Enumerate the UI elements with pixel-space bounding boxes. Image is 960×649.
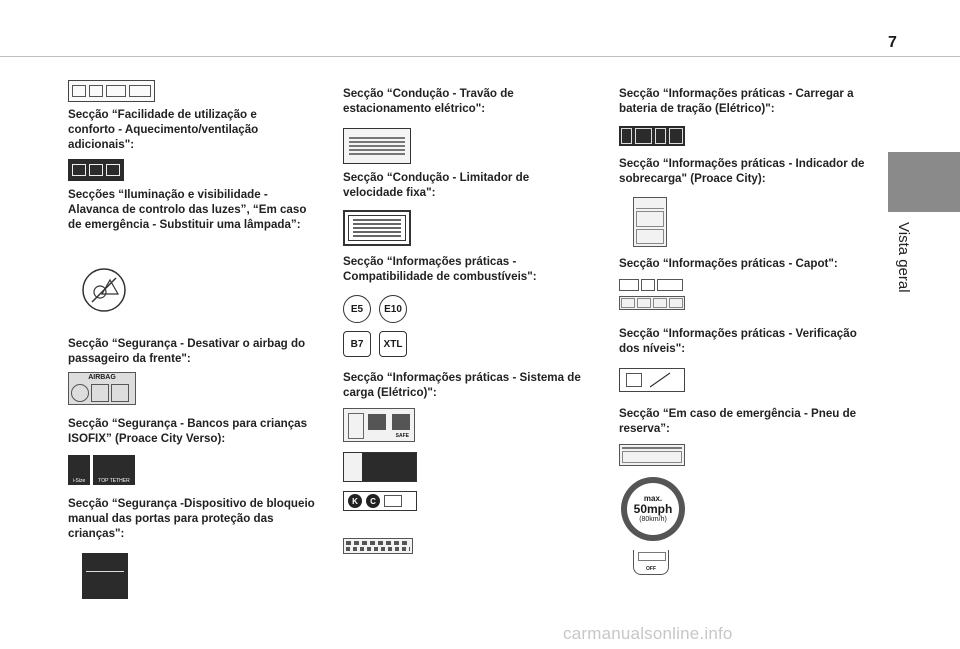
section-heading: Secção “Informações práticas - Carregar a bateria de tração (Elétrico)":	[619, 87, 854, 115]
charging-label-image	[343, 408, 415, 442]
isofix-labels	[68, 455, 135, 485]
fuel-e5-icon: E5	[343, 295, 371, 323]
book-icon	[89, 85, 103, 97]
airbag-text: AIRBAG	[88, 374, 116, 381]
book-icon	[344, 453, 362, 481]
section-heading: Secção “Segurança - Bancos para crianças ISOFIX” (Proace City Verso):	[68, 417, 308, 445]
fuel-symbols	[343, 295, 407, 357]
bonnet-label-image	[619, 279, 685, 310]
badge-max-text: max.	[643, 493, 663, 503]
tpms-off-label	[633, 550, 669, 575]
child-lock-on-icon	[86, 561, 124, 572]
charging-status-label	[343, 452, 417, 482]
book-icon	[384, 495, 402, 507]
plug-icon	[368, 414, 386, 430]
lamp-icon	[72, 164, 86, 176]
chapter-label: Vista geral	[895, 222, 912, 293]
header-divider	[0, 56, 960, 57]
levels-label-image	[619, 368, 685, 392]
book-icon	[641, 279, 655, 291]
car-icon	[106, 85, 126, 97]
warning-icon	[72, 85, 86, 97]
safe-text: SAFE	[395, 433, 409, 439]
parking-brake-label-image	[343, 128, 411, 164]
child-seat-icon	[91, 384, 109, 402]
badge-kmh-text: (80km/h)	[639, 515, 667, 523]
section-heading: Secção “Segurança - Desativar o airbag do passageiro da frente":	[68, 337, 306, 365]
speed-limiter-label-image	[343, 210, 411, 246]
section-heading: Secção “Informações práticas - Capot":	[619, 257, 838, 270]
warning-icon	[636, 200, 664, 209]
book-icon	[111, 384, 129, 402]
section-heading: Secção “Em caso de emergência - Pneu de reserva”:	[619, 407, 857, 435]
section-heading: Secção “Informações práticas - Compatibilidade de combustíveis":	[343, 255, 537, 283]
section-heading: Secção “Informações práticas - Verificação dos níveis":	[619, 327, 857, 355]
fuel-b7-icon: B7	[343, 331, 371, 357]
child-lock-off-icon	[86, 581, 124, 591]
engine-icon	[657, 279, 683, 291]
section-heading: Secções “Iluminação e visibilidade - Alavanca de controlo das luzes”, “Em caso de emergência - Substituir uma lâmpada”:	[68, 188, 307, 231]
watermark: carmanualsonline.info	[563, 624, 733, 643]
fuel-xtl-icon: XTL	[379, 331, 407, 357]
heat-icon	[89, 164, 103, 176]
warning-icon	[619, 279, 639, 291]
dipstick-icon	[648, 372, 672, 388]
heater-label-image	[68, 80, 155, 102]
chapter-tab	[888, 152, 960, 212]
book-icon	[106, 164, 120, 176]
car-load-icon	[636, 211, 664, 227]
top-tether-text: TOP TETHER	[98, 478, 130, 484]
bulb-warning-symbol	[80, 266, 128, 314]
top-tether-icon	[93, 455, 135, 485]
off-text: OFF	[646, 566, 656, 572]
warning-icon	[638, 552, 666, 561]
section-heading: Secção “Facilidade de utilização e conforto - Aquecimento/ventilação adicionais":	[68, 108, 259, 151]
hot-bulb-icon	[80, 266, 128, 314]
section-heading: Secção “Informações práticas - Sistema de carga (Elétrico)":	[343, 371, 581, 399]
c-icon: C	[366, 494, 380, 508]
warning-strip-image	[343, 538, 413, 554]
car-heater-icon	[129, 85, 151, 97]
badge-speed-text: 50mph	[633, 502, 673, 517]
overload-label-image	[633, 197, 667, 247]
airbag-label-image	[68, 372, 136, 405]
charge-status-icons	[362, 453, 416, 481]
battery-charge-label-image	[619, 126, 685, 146]
no-child-seat-icon	[71, 384, 89, 402]
book-icon	[626, 373, 642, 387]
section-heading: Secção “Condução - Travão de estacionamento elétrico":	[343, 87, 514, 115]
car-load-icon	[636, 229, 664, 245]
charge-mode-label	[343, 491, 417, 511]
k-icon: K	[348, 494, 362, 508]
child-lock-label-image	[82, 553, 128, 599]
spare-tyre-label-image	[619, 444, 685, 466]
section-heading: Secção “Informações práticas - Indicador de sobrecarga" (Proace City):	[619, 157, 865, 185]
section-heading: Secção “Segurança -Dispositivo de bloqueio manual das portas para proteção das crianças":	[68, 497, 315, 540]
plug-icon	[392, 414, 410, 430]
isize-icon	[68, 455, 90, 485]
section-heading: Secção “Condução - Limitador de velocidade fixa":	[343, 171, 530, 199]
lighting-label-image	[68, 159, 124, 181]
isize-text: i-Size	[72, 478, 86, 484]
page-number: 7	[888, 34, 897, 51]
fuel-e10-icon: E10	[379, 295, 407, 323]
arrow-up-icon	[348, 413, 364, 439]
max-speed-badge	[621, 477, 685, 541]
